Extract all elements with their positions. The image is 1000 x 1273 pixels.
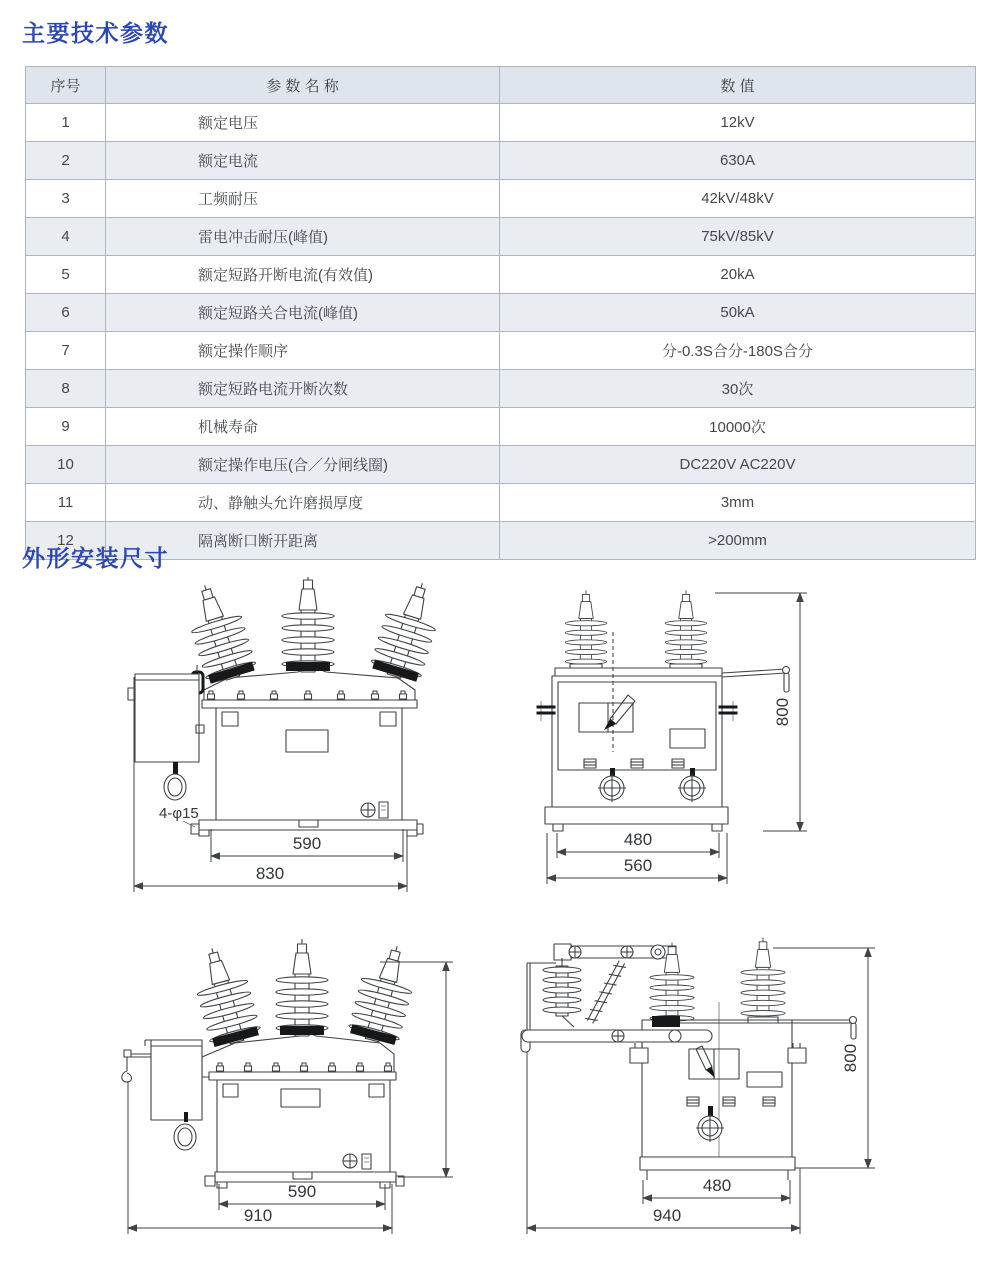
- pull-ring: [164, 774, 186, 800]
- param-name: 额定短路电流开断次数: [106, 370, 500, 408]
- pull-ring: [174, 1124, 196, 1150]
- table-row: [26, 180, 976, 218]
- param-no: 3: [26, 180, 106, 218]
- param-name: 额定电压: [106, 104, 500, 142]
- lever-arm: [722, 667, 790, 693]
- param-no: 9: [26, 408, 106, 446]
- param-no: 12: [26, 522, 106, 560]
- figure-side-view-940: [490, 925, 885, 1270]
- param-no: 10: [26, 446, 106, 484]
- param-value: 10000次: [500, 408, 976, 446]
- bushing-insulators: [187, 939, 422, 1049]
- figure-front-view-830: [95, 577, 440, 899]
- table-row: [26, 256, 976, 294]
- param-value: 50kA: [500, 294, 976, 332]
- param-no: 4: [26, 218, 106, 256]
- tank-body: [216, 708, 402, 820]
- figure-front-view-910: [95, 930, 465, 1265]
- param-value: 75kV/85kV: [500, 218, 976, 256]
- col-header-no: 序号: [26, 67, 106, 104]
- parameters-table: [25, 66, 976, 560]
- param-no: 5: [26, 256, 106, 294]
- table-row: [26, 142, 976, 180]
- param-name: 额定短路开断电流(有效值): [106, 256, 500, 294]
- tank-body: [217, 1080, 390, 1172]
- table-row: [26, 218, 976, 256]
- bushing-insulators: [565, 590, 707, 669]
- param-value: 12kV: [500, 104, 976, 142]
- dimension-480: [557, 830, 719, 858]
- tilted-insulator-rod: [585, 959, 628, 1025]
- table-header-row: [26, 67, 976, 104]
- dimension-590: [211, 829, 403, 862]
- param-name: 机械寿命: [106, 408, 500, 446]
- dim-label-480: 480: [623, 830, 653, 849]
- param-no: 8: [26, 370, 106, 408]
- dim-label-800: 800: [773, 697, 792, 727]
- param-name: 额定电流: [106, 142, 500, 180]
- dim-label-590: 590: [287, 1182, 317, 1201]
- table-row: [26, 484, 976, 522]
- table-row: [26, 104, 976, 142]
- hole-label-4-phi15: 4-φ15: [159, 805, 199, 822]
- param-no: 6: [26, 294, 106, 332]
- table-row: [26, 294, 976, 332]
- table-row: [26, 408, 976, 446]
- param-value: DC220V AC220V: [500, 446, 976, 484]
- dimension-480: [643, 1176, 790, 1204]
- table-row: [26, 446, 976, 484]
- param-name: 隔离断口断开距离: [106, 522, 500, 560]
- left-hook: [122, 1050, 151, 1082]
- left-insulator: [543, 958, 581, 1027]
- param-name: 额定操作电压(合／分闸线圈): [106, 446, 500, 484]
- section-title-outline-dimensions: 外形安装尺寸: [22, 545, 169, 571]
- table-row: [26, 332, 976, 370]
- param-value: >200mm: [500, 522, 976, 560]
- param-no: 7: [26, 332, 106, 370]
- dim-label-800: 800: [841, 1043, 860, 1073]
- control-box: [145, 1040, 202, 1150]
- param-name: 动、静触头允许磨损厚度: [106, 484, 500, 522]
- dim-label-830: 830: [255, 864, 285, 883]
- param-name: 工频耐压: [106, 180, 500, 218]
- param-no: 1: [26, 104, 106, 142]
- param-value: 20kA: [500, 256, 976, 294]
- dim-label-590: 590: [292, 834, 322, 853]
- ground-terminal-icon: [343, 1154, 357, 1168]
- control-box: [128, 674, 204, 800]
- param-value: 分-0.3S合分-180S合分: [500, 332, 976, 370]
- bushing-insulators: [650, 938, 785, 1027]
- outline-drawings: [0, 575, 1000, 1273]
- param-no: 2: [26, 142, 106, 180]
- param-name: 雷电冲击耐压(峰值): [106, 218, 500, 256]
- param-value: 30次: [500, 370, 976, 408]
- col-header-value: 数 值: [500, 67, 976, 104]
- col-header-name: 参 数 名 称: [106, 67, 500, 104]
- table-row: [26, 370, 976, 408]
- param-name: 额定短路关合电流(峰值): [106, 294, 500, 332]
- section-title-parameters: 主要技术参数: [22, 20, 169, 46]
- param-value: 42kV/48kV: [500, 180, 976, 218]
- figure-side-view-560: [515, 577, 815, 892]
- tank-body: [552, 632, 722, 807]
- dim-label-480: 480: [702, 1176, 732, 1195]
- bushing-insulators: [180, 577, 440, 686]
- dim-label-910: 910: [243, 1206, 273, 1225]
- ground-terminal-icon: [361, 803, 375, 817]
- dim-label-940: 940: [652, 1206, 682, 1225]
- param-no: 11: [26, 484, 106, 522]
- param-value: 630A: [500, 142, 976, 180]
- top-plate: [555, 668, 722, 676]
- mounting-base: [545, 807, 728, 831]
- horizontal-bar: [522, 1030, 712, 1042]
- param-name: 额定操作顺序: [106, 332, 500, 370]
- param-value: 3mm: [500, 484, 976, 522]
- dim-label-560: 560: [623, 856, 653, 875]
